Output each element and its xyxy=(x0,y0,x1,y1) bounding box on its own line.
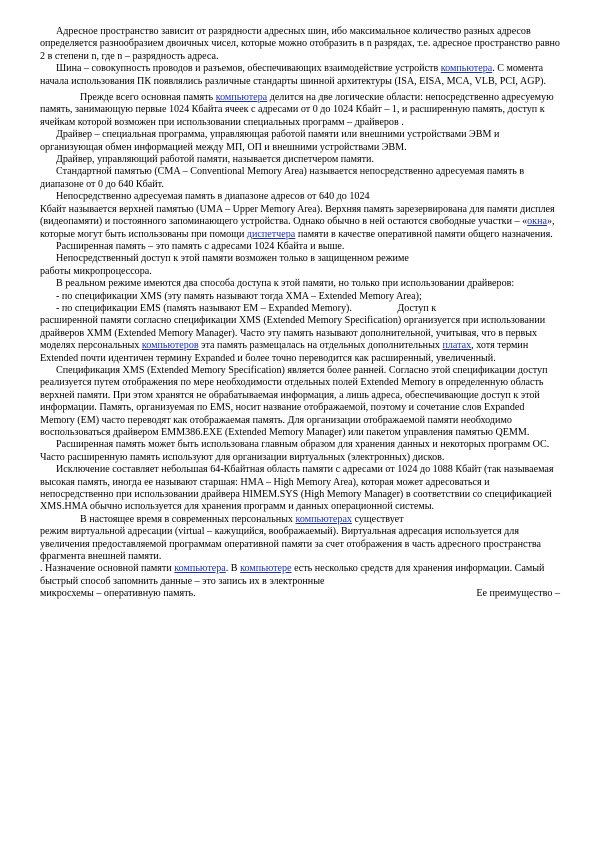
text: Кбайт называется верхней памятью (UMA – Upper Memory Area). Верхняя память зарезервирована для памяти дисплея (видеопамяти) и постоянного запоминающего устройства. Однако обычно в ней остаются свободные участки – « xyxy=(40,203,555,228)
link-computers[interactable]: компьютерах xyxy=(295,513,352,525)
text: , хотя термин Extended почти идентичен термину Expanded и более точно переводится как расширенный, увеличенный. xyxy=(40,340,529,364)
text: расширенной памяти согласно спецификации XMS (Extended Memory Specification) организуется при использовании драйверов XMM (Extended Memory Manager). Часто эту память называют дополнительной, учитывая, что в первых моделях персональных xyxy=(40,315,546,352)
link-computer-loc[interactable]: компьютере xyxy=(240,563,292,575)
text: Исключение составляет небольшая 64-Кбайтная область памяти с адресами от 1024 до 1088 Кбайт (так называемая высокая память, иногда ее называют старшая: HMA – High Memory Area), которая может адресоваться и непосредственно при использовании драйвера HIMEM.SYS (High Memory Manager) в соответствии со спецификацией XMS.HMA обычно используется для хранения программ и данных операционной системы. xyxy=(40,464,554,513)
paragraph-extended-usage xyxy=(40,439,560,464)
paragraph-address-space xyxy=(40,26,560,63)
text: В реальном режиме имеются два способа доступа к этой памяти, но только при использовании драйверов: xyxy=(56,278,515,290)
paragraph-hma xyxy=(40,464,560,514)
link-dispatcher[interactable]: диспетчера xyxy=(246,228,296,240)
paragraph-xms-spec xyxy=(40,365,560,439)
text: Шина – совокупность проводов и разъемов, обеспечивающих взаимодействие устройств xyxy=(56,63,439,75)
text: существует xyxy=(354,513,404,525)
paragraph-main-memory-purpose xyxy=(40,563,560,588)
paragraph-main-memory xyxy=(40,92,560,129)
text: Адресное пространство зависит от разрядности адресных шин, ибо максимальное количество разных адресов определяется разнообразием двоичных чисел, которые можно отобразить в n разрядах, т.е. адресное пространство равно 2 в степени n, где n – разрядность адреса. xyxy=(40,26,560,62)
text: - по спецификации XMS (эту память называют тогда XMA – Extended Memory Area); xyxy=(56,290,422,302)
text: Расширенная память – это память с адресами 1024 Кбайта и выше. xyxy=(56,240,345,252)
list-item-xms xyxy=(40,291,560,303)
text: Драйвер – специальная программа, управляющая работой памяти или внешними устройствами ЭВМ и организующая обмен информацией между МП, ОП и внешними устройствами ЭВМ. xyxy=(40,129,500,153)
text: микросхемы – оперативную память. xyxy=(40,588,196,600)
text: делится на две логические области: непосредственно адресуемую память, занимающую первые 1024 Кбайта ячеек с адресами от 0 до 1024 Кбайт – 1, и расширенную память, доступ к ячейкам которой возможен при использовании специальных программ – драйверов . xyxy=(40,92,554,128)
paragraph-virtual xyxy=(40,526,560,563)
link-computer[interactable]: компьютера xyxy=(440,63,493,75)
paragraph-conventional-memory xyxy=(40,166,560,191)
link-windows[interactable]: окна xyxy=(527,216,547,228)
text: Непосредственно адресуемая память в диапазоне адресов от 640 до 1024 xyxy=(56,191,370,203)
list-item-ems xyxy=(40,303,560,315)
text: В настоящее время в современных персональных xyxy=(80,513,293,525)
text: эта память размещалась на отдельных дополнительных xyxy=(201,340,440,352)
paragraph-real-mode xyxy=(40,278,560,290)
paragraph-virtual-title xyxy=(40,514,560,526)
text: - по спецификации EMS (память называют EM – Expanded Memory). xyxy=(56,302,352,314)
text: Расширенная память может быть использована главным образом для хранения данных и некоторых программ ОС. Часто расширенную память используют для организации виртуальных (электронных) дисков. xyxy=(40,439,550,463)
paragraph-last-line xyxy=(40,588,560,600)
paragraph-xms-access xyxy=(40,315,560,365)
link-computer[interactable]: компьютера xyxy=(215,92,268,104)
paragraph-direct-access-cont xyxy=(40,266,560,278)
paragraph-bus xyxy=(40,63,560,88)
text: . Назначение основной памяти xyxy=(40,563,172,575)
link-computers[interactable]: компьютеров xyxy=(141,340,199,352)
text: Доступ к xyxy=(397,302,437,314)
paragraph-upper-memory-title xyxy=(40,191,560,203)
text: . С момента начала использования ПК появлялись различные стандарты шинной архитектуры (ISA, EISA, MCA, VLB, PCI, AGP). xyxy=(40,63,547,87)
paragraph-extended-memory xyxy=(40,241,560,253)
paragraph-direct-access xyxy=(40,253,560,265)
text: . В xyxy=(225,563,238,575)
text: Стандартной памятью (CMA – Conventional Memory Area) называется непосредственно адресуемая память в диапазоне от 0 до 640 Кбайт. xyxy=(40,166,525,190)
paragraph-upper-memory xyxy=(40,204,560,241)
text: есть несколько средств для хранения информации. Самый быстрый способ запомнить данные – это запись их в электронные xyxy=(40,563,545,587)
link-boards[interactable]: платах xyxy=(442,340,472,352)
link-computer[interactable]: компьютера xyxy=(174,563,226,575)
text: режим виртуальной адресации (virtual – кажущийся, воображаемый). Виртуальная адресация используется для увеличения предоставляемой программам оперативной памяти за счет отображения в часть адресного пространства фрагмента внешней памяти. xyxy=(40,526,542,563)
text: памяти в качестве оперативной памяти общего назначения. xyxy=(297,228,553,240)
text: », которые могут быть использованы при помощи xyxy=(40,216,555,240)
text: Непосредственный доступ к этой памяти возможен только в защищенном режиме xyxy=(56,253,409,265)
paragraph-driver xyxy=(40,129,560,154)
text: работы микропроцессора. xyxy=(40,265,152,277)
text: Ее преимущество – xyxy=(476,588,560,600)
text: Спецификация XMS (Extended Memory Specification) является более ранней. Согласно этой спецификации доступ реализуется путем отображения по мере необходимости отдельных полей Extended Memory в определенную область верхней памяти. При этом хранятся не обрабатываемая информация, а лишь адреса, обеспечивающие доступ к этой информации. Память, организуемая по EMS, носит название отображаемой, поэтому и сочетание слов Expanded Memory (EM) часто переводят как отображаемая память. Для организации отображаемой памяти необходимо воспользоваться драйвером EMM386.EXE (Extended Memory Manager) или пакетом управления памятью QEMM. xyxy=(40,364,548,438)
document-body xyxy=(40,26,560,601)
text: Прежде всего основная память xyxy=(80,92,214,104)
paragraph-memory-manager xyxy=(40,154,560,166)
text: Драйвер, управляющий работой памяти, называется диспетчером памяти. xyxy=(56,154,374,166)
